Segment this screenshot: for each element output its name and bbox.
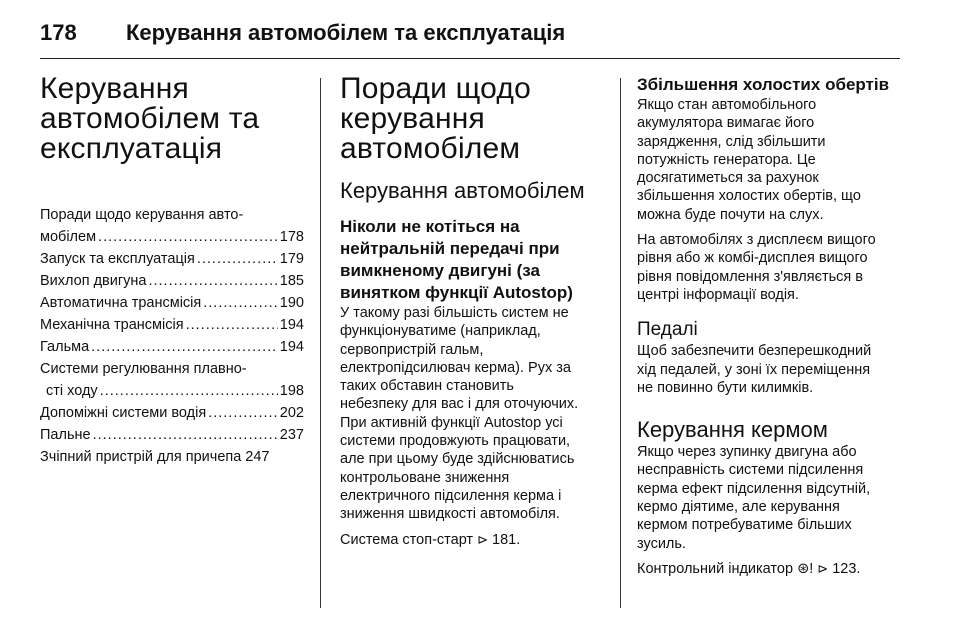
cross-reference[interactable]: Система стоп-старт ⊳ 181. bbox=[340, 531, 521, 548]
idle-pedals-steering-column bbox=[637, 74, 905, 578]
header-rule bbox=[40, 58, 900, 59]
chapter-title: Керування автомобілем та експлуатація bbox=[40, 72, 260, 165]
running-title: Керування автомобілем та експлуатація bbox=[126, 20, 566, 45]
steering-warning-indicator-icon: ⊛! bbox=[797, 560, 814, 577]
warning-heading: Ніколи не котіться на нейтральній передачі при вимкненому двигуні (за винятком функції Autostop) bbox=[340, 217, 573, 302]
toc-page: 237 bbox=[279, 427, 304, 443]
body-paragraph: Якщо стан автомобільного акумулятора вимагає його зарядження, слід збільшити потужність генератора. Це досягатиметься за рахунок збільшення холостих обертів, що можна буде почути на слух. bbox=[637, 97, 861, 223]
toc-page: 194 bbox=[279, 317, 304, 333]
toc-entry[interactable]: Пальне ..... 237 bbox=[40, 424, 304, 446]
toc-page: 198 bbox=[279, 383, 304, 399]
page-number: 178 bbox=[40, 20, 77, 45]
column-divider-1 bbox=[320, 78, 321, 608]
driving-tips-column bbox=[340, 74, 604, 549]
steering-heading: Керування кермом bbox=[637, 417, 828, 443]
section-title: Поради щодо керування автомобілем bbox=[340, 72, 531, 165]
toc-page: 179 bbox=[279, 251, 304, 267]
body-paragraph: Якщо через зупинку двигуна або несправність системи підсилення керма ефект підсилення відсутній, кермо діятиме, але керування кермом потребуватиме більших зусиль. bbox=[637, 444, 871, 552]
page-reference-icon: ⊳ bbox=[477, 531, 489, 547]
toc-page: 190 bbox=[279, 295, 304, 311]
body-paragraph: На автомобілях з дисплеєм вищого рівня або ж комбі-дисплея вищого рівня повідомлення з'являється в центрі інформації водія. bbox=[637, 232, 876, 303]
toc-entry[interactable]: Механічна трансмісія ..... 194 bbox=[40, 314, 304, 336]
pedals-heading: Педалі bbox=[637, 319, 698, 341]
reference-page: 181. bbox=[492, 531, 521, 548]
cross-reference[interactable]: Контрольний індикатор ⊛! ⊳ 123. bbox=[637, 560, 861, 577]
toc-page: 178 bbox=[279, 229, 304, 245]
table-of-contents bbox=[40, 204, 304, 468]
toc-entry[interactable]: Вихлоп двигуна ..... 185 bbox=[40, 270, 304, 292]
toc-entry[interactable]: Поради щодо керування авто- мобілем ..... 178 bbox=[40, 204, 304, 248]
toc-entry[interactable]: Допоміжні системи водія ..... 202 bbox=[40, 402, 304, 424]
toc-entry[interactable]: Гальма ..... 194 bbox=[40, 336, 304, 358]
toc-page: 247 bbox=[245, 449, 270, 465]
idle-speed-heading: Збільшення холостих обертів bbox=[637, 75, 890, 94]
toc-entry[interactable]: Системи регулювання плавно- сті ходу ..... 198 bbox=[40, 358, 304, 402]
body-paragraph: У такому разі більшість систем не функціонуватиме (наприклад, сервопристрій гальм, електропідсилювач керма). Рух за таких обставин становить небезпеку для вас і для оточуючих. При активній функції Autostop усі системи продовжують працювати, але при цьому буде здійснюватись контрольоване зниження електричного підсилення керма і зниження швидкості автомобіля. bbox=[340, 305, 579, 523]
reference-page: 123. bbox=[832, 560, 861, 577]
toc-page: 185 bbox=[279, 273, 304, 289]
page-reference-icon: ⊳ bbox=[817, 560, 829, 576]
subsection-title: Керування автомобілем bbox=[340, 178, 585, 203]
toc-entry[interactable]: Запуск та експлуатація ..... 179 bbox=[40, 248, 304, 270]
toc-column bbox=[40, 74, 304, 468]
column-divider-2 bbox=[620, 78, 621, 608]
toc-page: 202 bbox=[279, 405, 304, 421]
page-header bbox=[40, 16, 920, 50]
toc-entry[interactable]: Зчіпний пристрій для причепа 247 bbox=[40, 446, 304, 468]
toc-page: 194 bbox=[279, 339, 304, 355]
body-paragraph: Щоб забезпечити безперешкодний хід педалей, у зоні їх переміщення не повинно бути килимків. bbox=[637, 343, 872, 396]
toc-entry[interactable]: Автоматична трансмісія ..... 190 bbox=[40, 292, 304, 314]
